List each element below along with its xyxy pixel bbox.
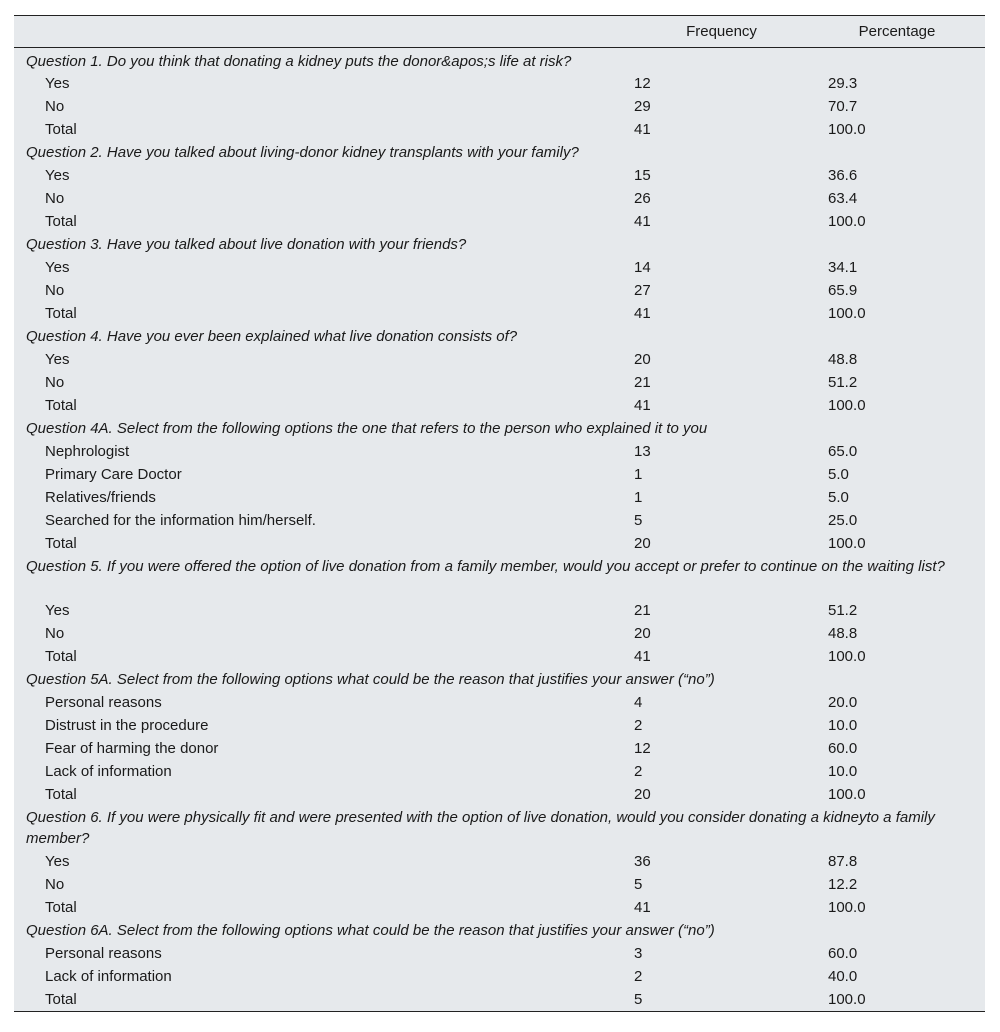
question-text: Question 6A. Select from the following options what could be the reason that justifies your answer (“no”) bbox=[26, 922, 715, 939]
percentage-cell: 20.0 bbox=[828, 694, 858, 711]
question-row bbox=[14, 919, 985, 942]
percentage-cell: 100.0 bbox=[828, 899, 866, 916]
question-text: Question 2. Have you talked about living-donor kidney transplants with your family? bbox=[26, 144, 579, 161]
frequency-cell: 14 bbox=[634, 259, 651, 276]
frequency-cell: 2 bbox=[634, 717, 643, 734]
table-row bbox=[14, 256, 985, 279]
table-row bbox=[14, 942, 985, 965]
question-text: Question 6. If you were physically fit and were presented with the option of live donation, would you consider donating a kidneyto a family member? bbox=[26, 809, 935, 847]
frequency-cell: 36 bbox=[634, 853, 651, 870]
percentage-cell: 100.0 bbox=[828, 213, 866, 230]
answer-label: Yes bbox=[45, 75, 70, 92]
answer-label: No bbox=[45, 374, 65, 391]
percentage-cell: 100.0 bbox=[828, 121, 866, 138]
table-row bbox=[14, 440, 985, 463]
answer-label: Total bbox=[45, 121, 77, 138]
frequency-cell: 41 bbox=[634, 121, 651, 138]
answer-label: Total bbox=[45, 305, 77, 322]
table-row bbox=[14, 532, 985, 555]
answer-label: Total bbox=[45, 991, 77, 1008]
percentage-cell: 34.1 bbox=[828, 259, 858, 276]
percentage-cell: 70.7 bbox=[828, 98, 858, 115]
answer-label: No bbox=[45, 98, 65, 115]
answer-label: Primary Care Doctor bbox=[45, 466, 182, 483]
frequency-cell: 4 bbox=[634, 694, 643, 711]
frequency-cell: 1 bbox=[634, 466, 643, 483]
frequency-cell: 13 bbox=[634, 443, 651, 460]
frequency-cell: 12 bbox=[634, 75, 651, 92]
frequency-cell: 20 bbox=[634, 625, 651, 642]
question-row bbox=[14, 325, 985, 348]
frequency-cell: 2 bbox=[634, 968, 643, 985]
frequency-cell: 27 bbox=[634, 282, 651, 299]
table-row bbox=[14, 394, 985, 417]
question-row bbox=[14, 806, 985, 850]
answer-label: Yes bbox=[45, 259, 70, 276]
frequency-cell: 3 bbox=[634, 945, 643, 962]
answer-label: Lack of information bbox=[45, 968, 172, 985]
question-text: Question 4A. Select from the following options the one that refers to the person who explained it to you bbox=[26, 420, 708, 437]
table-body bbox=[14, 48, 985, 1012]
table-row bbox=[14, 164, 985, 187]
answer-label: No bbox=[45, 625, 65, 642]
answer-label: Total bbox=[45, 648, 77, 665]
percentage-cell: 36.6 bbox=[828, 167, 858, 184]
answer-label: Lack of information bbox=[45, 763, 172, 780]
table-row bbox=[14, 873, 985, 896]
answer-label: Total bbox=[45, 397, 77, 414]
header-percentage: Percentage bbox=[809, 16, 985, 48]
answer-label: Total bbox=[45, 213, 77, 230]
frequency-cell: 20 bbox=[634, 351, 651, 368]
percentage-cell: 65.9 bbox=[828, 282, 858, 299]
question-row bbox=[14, 417, 985, 440]
percentage-cell: 10.0 bbox=[828, 717, 858, 734]
table-row bbox=[14, 118, 985, 141]
frequency-cell: 5 bbox=[634, 512, 643, 529]
frequency-cell: 26 bbox=[634, 190, 651, 207]
percentage-cell: 12.2 bbox=[828, 876, 858, 893]
percentage-cell: 100.0 bbox=[828, 397, 866, 414]
percentage-cell: 40.0 bbox=[828, 968, 858, 985]
table-row bbox=[14, 187, 985, 210]
header-row bbox=[14, 16, 985, 48]
answer-label: Personal reasons bbox=[45, 694, 162, 711]
percentage-cell: 51.2 bbox=[828, 602, 858, 619]
table-row bbox=[14, 760, 985, 783]
table-row bbox=[14, 348, 985, 371]
frequency-cell: 21 bbox=[634, 374, 651, 391]
frequency-cell: 21 bbox=[634, 602, 651, 619]
answer-label: Distrust in the procedure bbox=[45, 717, 209, 734]
percentage-cell: 100.0 bbox=[828, 535, 866, 552]
table-row bbox=[14, 988, 985, 1011]
answer-label: Personal reasons bbox=[45, 945, 162, 962]
question-text: Question 4. Have you ever been explained what live donation consists of? bbox=[26, 328, 518, 345]
answer-label: Yes bbox=[45, 167, 70, 184]
question-row bbox=[14, 668, 985, 691]
table-row bbox=[14, 599, 985, 622]
table-row bbox=[14, 783, 985, 806]
answer-label: Yes bbox=[45, 602, 70, 619]
table-row bbox=[14, 965, 985, 988]
answer-label: Nephrologist bbox=[45, 443, 130, 460]
answer-label: Searched for the information him/herself. bbox=[45, 512, 316, 529]
percentage-cell: 65.0 bbox=[828, 443, 858, 460]
question-text: Question 5A. Select from the following options what could be the reason that justifies your answer (“no”) bbox=[26, 671, 715, 688]
frequency-cell: 5 bbox=[634, 991, 643, 1008]
answer-label: Total bbox=[45, 899, 77, 916]
survey-results-table bbox=[14, 16, 985, 1011]
frequency-cell: 2 bbox=[634, 763, 643, 780]
question-row bbox=[14, 233, 985, 256]
table-row bbox=[14, 486, 985, 509]
table-row bbox=[14, 279, 985, 302]
question-text: Question 5. If you were offered the option of live donation from a family member, would you accept or prefer to continue on the waiting list? bbox=[26, 558, 945, 575]
table-row bbox=[14, 72, 985, 95]
question-row bbox=[14, 555, 985, 599]
frequency-cell: 20 bbox=[634, 786, 651, 803]
percentage-cell: 48.8 bbox=[828, 625, 858, 642]
answer-label: Relatives/friends bbox=[45, 489, 156, 506]
table-row bbox=[14, 714, 985, 737]
table-row bbox=[14, 302, 985, 325]
table-row bbox=[14, 850, 985, 873]
answer-label: Yes bbox=[45, 351, 70, 368]
percentage-cell: 100.0 bbox=[828, 648, 866, 665]
header-label bbox=[14, 16, 634, 48]
table-row bbox=[14, 645, 985, 668]
answer-label: Total bbox=[45, 535, 77, 552]
table-row bbox=[14, 463, 985, 486]
table-row bbox=[14, 622, 985, 645]
table-row bbox=[14, 371, 985, 394]
question-row bbox=[14, 48, 985, 73]
percentage-cell: 5.0 bbox=[828, 466, 849, 483]
answer-label: No bbox=[45, 190, 65, 207]
percentage-cell: 87.8 bbox=[828, 853, 858, 870]
survey-results-table-container bbox=[14, 15, 985, 1012]
frequency-cell: 41 bbox=[634, 899, 651, 916]
question-row bbox=[14, 141, 985, 164]
table-row bbox=[14, 95, 985, 118]
table-row bbox=[14, 509, 985, 532]
percentage-cell: 100.0 bbox=[828, 991, 866, 1008]
frequency-cell: 41 bbox=[634, 213, 651, 230]
percentage-cell: 100.0 bbox=[828, 305, 866, 322]
frequency-cell: 41 bbox=[634, 305, 651, 322]
percentage-cell: 48.8 bbox=[828, 351, 858, 368]
question-text: Question 1. Do you think that donating a kidney puts the donor&apos;s life at risk? bbox=[26, 53, 572, 70]
header-frequency: Frequency bbox=[634, 16, 809, 48]
frequency-cell: 29 bbox=[634, 98, 651, 115]
percentage-cell: 100.0 bbox=[828, 786, 866, 803]
percentage-cell: 63.4 bbox=[828, 190, 858, 207]
question-text: Question 3. Have you talked about live donation with your friends? bbox=[26, 236, 467, 253]
frequency-cell: 1 bbox=[634, 489, 643, 506]
percentage-cell: 60.0 bbox=[828, 945, 858, 962]
frequency-cell: 5 bbox=[634, 876, 643, 893]
percentage-cell: 29.3 bbox=[828, 75, 858, 92]
frequency-cell: 41 bbox=[634, 648, 651, 665]
frequency-cell: 20 bbox=[634, 535, 651, 552]
answer-label: No bbox=[45, 876, 65, 893]
answer-label: Fear of harming the donor bbox=[45, 740, 219, 757]
percentage-cell: 25.0 bbox=[828, 512, 858, 529]
answer-label: No bbox=[45, 282, 65, 299]
frequency-cell: 15 bbox=[634, 167, 651, 184]
percentage-cell: 5.0 bbox=[828, 489, 849, 506]
table-row bbox=[14, 691, 985, 714]
table-row bbox=[14, 737, 985, 760]
table-header bbox=[14, 16, 985, 48]
frequency-cell: 12 bbox=[634, 740, 651, 757]
answer-label: Yes bbox=[45, 853, 70, 870]
percentage-cell: 60.0 bbox=[828, 740, 858, 757]
percentage-cell: 10.0 bbox=[828, 763, 858, 780]
table-row bbox=[14, 896, 985, 919]
table-row bbox=[14, 210, 985, 233]
frequency-cell: 41 bbox=[634, 397, 651, 414]
percentage-cell: 51.2 bbox=[828, 374, 858, 391]
answer-label: Total bbox=[45, 786, 77, 803]
